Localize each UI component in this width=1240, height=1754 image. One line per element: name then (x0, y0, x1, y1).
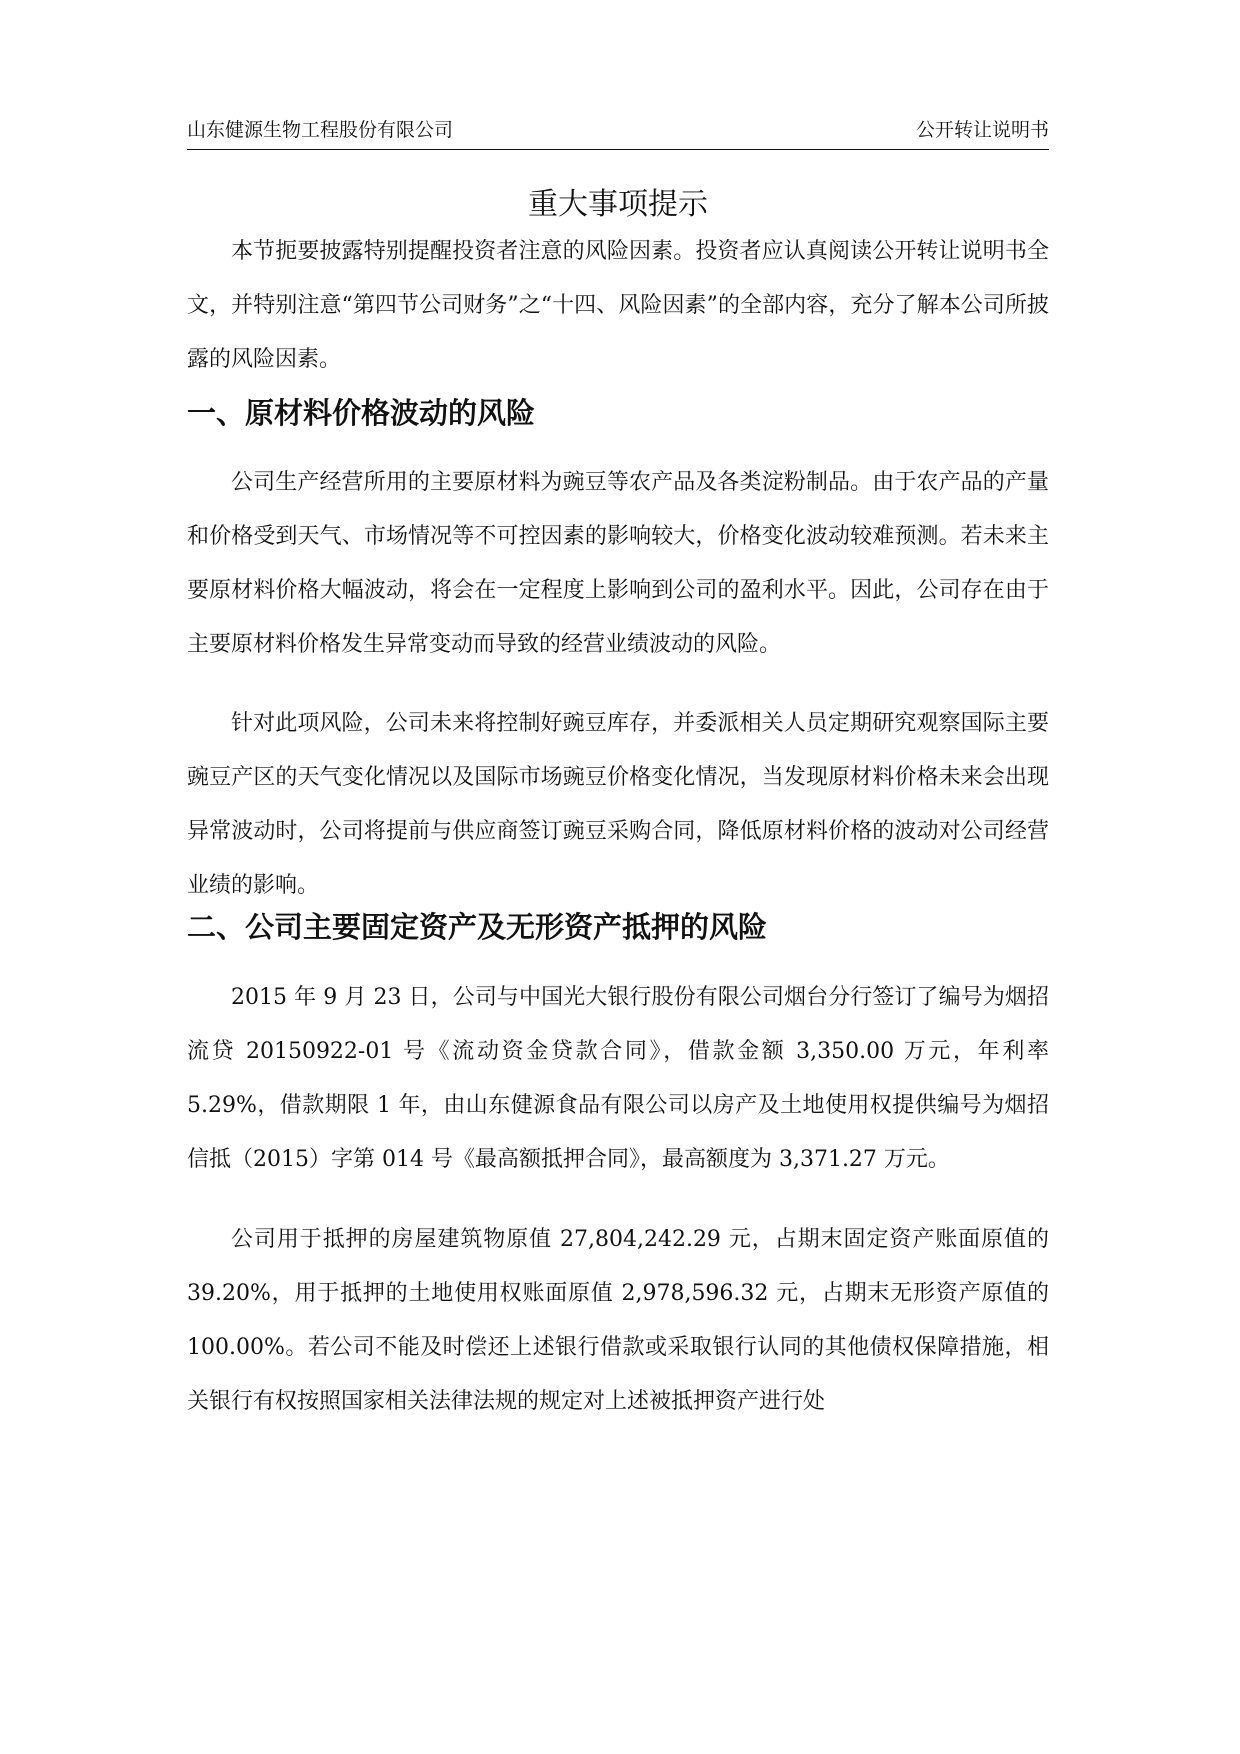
section-1-paragraph-2: 针对此项风险，公司未来将控制好豌豆库存，并委派相关人员定期研究观察国际主要豌豆产区的天气变化情况以及国际市场豌豆价格变化情况，当发现原材料价格未来会出现异常波动时，公司将提前与供应商签订豌豆采购合同，降低原材料价格的波动对公司经营业绩的影响。 (187, 711, 1049, 898)
section-heading-1: 一、原材料价格波动的风险 (187, 396, 536, 430)
page-title: 重大事项提示 (528, 187, 708, 222)
header-company-name: 山东健源生物工程股份有限公司 (187, 119, 454, 141)
page-header (187, 112, 1049, 148)
section-1-paragraph-1: 公司生产经营所用的主要原材料为豌豆等农产品及各类淀粉制品。由于农产品的产量和价格受到天气、市场情况等不可控因素的影响较大，价格变化波动较难预测。若未来主要原材料价格大幅波动，将会在一定程度上影响到公司的盈利水平。因此，公司存在由于主要原材料价格发生异常变动而导致的经营业绩波动的风险。 (187, 470, 1049, 657)
header-document-type: 公开转让说明书 (915, 119, 1049, 141)
intro-paragraph: 本节扼要披露特别提醒投资者注意的风险因素。投资者应认真阅读公开转让说明书全文，并特别注意“第四节公司财务”之“十四、风险因素”的全部内容，充分了解本公司所披露的风险因素。 (187, 239, 1049, 372)
header-divider (187, 149, 1049, 150)
section-heading-2: 二、公司主要固定资产及无形资产抵押的风险 (187, 910, 768, 944)
section-2-paragraph-1: 2015 年 9 月 23 日，公司与中国光大银行股份有限公司烟台分行签订了编号为烟招流贷 20150922-01 号《流动资金贷款合同》，借款金额 3,350.00 万元，年利率 5.29%，借款期限 1 年，由山东健源食品有限公司以房产及土地使用权提供编号为烟招信抵（2015）字第 014 号《最高额抵押合同》，最高额度为 3,371.27 万元。 (187, 985, 1049, 1172)
section-2-paragraph-2: 公司用于抵押的房屋建筑物原值 27,804,242.29 元，占期末固定资产账面原值的 39.20%，用于抵押的土地使用权账面原值 2,978,596.32 元，占期末无形资产原值的 100.00%。若公司不能及时偿还上述银行借款或采取银行认同的其他债权保障措施，相关银行有权按照国家相关法律法规的规定对上述被抵押资产进行处 (187, 1227, 1049, 1414)
